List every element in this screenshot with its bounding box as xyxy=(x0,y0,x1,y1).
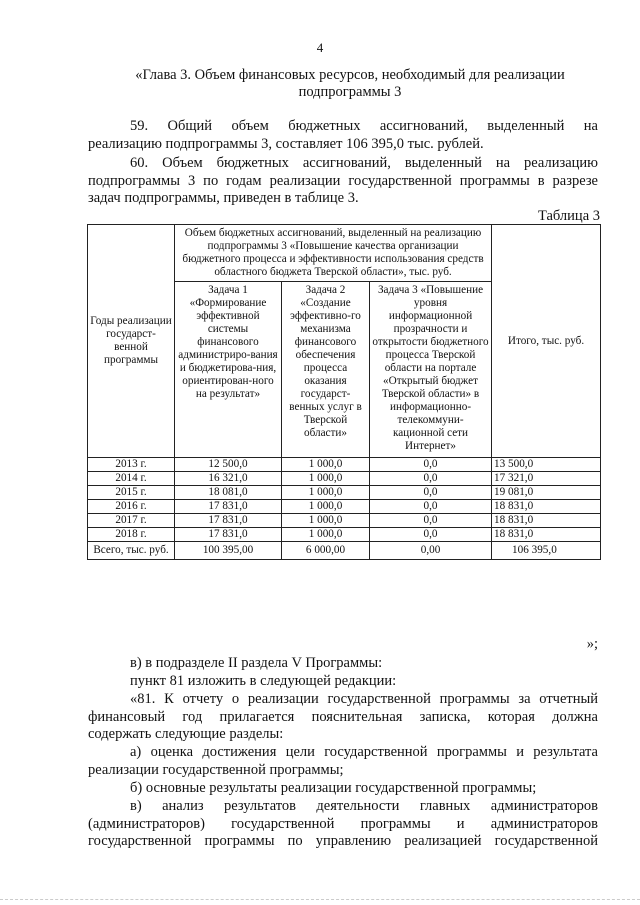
cell-year: 2016 г. xyxy=(88,500,175,514)
cell-total-task-1: 100 395,00 xyxy=(175,542,282,560)
table-row xyxy=(88,458,601,472)
item-a-line-2: реализации государственной программы; xyxy=(88,761,344,778)
cell-total-task-2: 6 000,00 xyxy=(282,542,370,560)
paragraph-59-line-2: реализацию подпрограммы 3, составляет 106 395,0 тыс. рублей. xyxy=(88,135,484,152)
table-total-row xyxy=(88,542,601,560)
cell-grand-total: 106 395,0 xyxy=(492,542,601,560)
paragraph-81 xyxy=(88,691,598,744)
cell-total: 18 831,0 xyxy=(492,514,601,528)
cell-task-2: 1 000,0 xyxy=(282,528,370,542)
header-task-1: Задача 1 «Формирование эффективной системы финансового администриро-вания и бюджетирова-ния, ориентирован-ного на результат» xyxy=(175,282,282,458)
cell-task-3: 0,0 xyxy=(370,486,492,500)
cell-task-1: 18 081,0 xyxy=(175,486,282,500)
cell-task-2: 1 000,0 xyxy=(282,500,370,514)
table-row xyxy=(88,486,601,500)
header-total: Итого, тыс. руб. xyxy=(492,225,601,458)
cell-total: 13 500,0 xyxy=(492,458,601,472)
item-81-line: пункт 81 изложить в следующей редакции: xyxy=(130,673,397,689)
cell-task-3: 0,0 xyxy=(370,472,492,486)
paragraph-60-line-1: 60. Объем бюджетных ассигнований, выделенный на реализацию xyxy=(130,155,598,171)
item-b xyxy=(88,780,598,798)
cell-task-2: 1 000,0 xyxy=(282,514,370,528)
item-c xyxy=(88,798,598,851)
cell-task-1: 17 831,0 xyxy=(175,514,282,528)
cell-task-3: 0,0 xyxy=(370,514,492,528)
item-81 xyxy=(88,673,598,691)
item-c-line-1: в) анализ результатов деятельности главных администраторов xyxy=(130,798,598,814)
cell-total: 17 321,0 xyxy=(492,472,601,486)
cell-task-1: 16 321,0 xyxy=(175,472,282,486)
table-row xyxy=(88,472,601,486)
cell-task-1: 12 500,0 xyxy=(175,458,282,472)
chapter-heading xyxy=(100,67,600,101)
cell-year: 2013 г. xyxy=(88,458,175,472)
header-task-2: Задача 2 «Создание эффективно-го механизма финансового обеспечения процесса оказания государст-венных услуг в Тверской области» xyxy=(282,282,370,458)
cell-task-2: 1 000,0 xyxy=(282,458,370,472)
table-row xyxy=(88,500,601,514)
cell-year: 2014 г. xyxy=(88,472,175,486)
cell-year: 2017 г. xyxy=(88,514,175,528)
item-c-line-3: государственной программы по управлению реализацией государственной xyxy=(88,833,598,849)
paragraph-81-line-2: финансовый год прилагается пояснительная записка, которая должна xyxy=(88,708,598,725)
table-row xyxy=(88,514,601,528)
paragraph-60 xyxy=(88,155,598,208)
paragraph-81-line-1: «81. К отчету о реализации государственной программы за отчетный xyxy=(130,691,598,707)
chapter-heading-line-1: «Глава 3. Объем финансовых ресурсов, необходимый для реализации xyxy=(135,67,565,83)
table-label: Таблица 3 xyxy=(537,208,600,224)
closing-quote-mark: »; xyxy=(586,636,598,652)
item-v-line: в) в подразделе II раздела V Программы: xyxy=(130,655,383,671)
paragraph-60-line-3: задач подпрограммы, приведен в таблице 3. xyxy=(88,190,359,206)
page-number: 4 xyxy=(316,40,324,55)
budget-table xyxy=(87,224,601,560)
cell-task-1: 17 831,0 xyxy=(175,528,282,542)
cell-total: 18 831,0 xyxy=(492,528,601,542)
cell-year: 2015 г. xyxy=(88,486,175,500)
paragraph-60-line-2: подпрограммы 3 по годам реализации государственной программы в разрезе xyxy=(88,172,598,189)
item-c-line-2: (администраторов) государственной программы и администраторов xyxy=(88,815,598,832)
item-v xyxy=(88,655,598,673)
cell-task-1: 17 831,0 xyxy=(175,500,282,514)
paragraph-59 xyxy=(88,118,598,153)
item-b-line: б) основные результаты реализации государственной программы; xyxy=(130,780,537,796)
item-a-line-1: а) оценка достижения цели государственной программы и результата xyxy=(130,744,598,760)
header-task-3: Задача 3 «Повышение уровня информационной прозрачности и открытости бюджетного процесса Тверской области на портале «Открытый бюджет Тверской области» в информационно-телекоммуни-кационной сети Интернет» xyxy=(370,282,492,458)
cell-task-2: 1 000,0 xyxy=(282,486,370,500)
table-row xyxy=(88,528,601,542)
cell-task-3: 0,0 xyxy=(370,458,492,472)
cell-task-3: 0,0 xyxy=(370,500,492,514)
page-edge-artifact xyxy=(0,899,640,904)
cell-year: 2018 г. xyxy=(88,528,175,542)
cell-total: 18 831,0 xyxy=(492,500,601,514)
chapter-heading-line-2: подпрограммы 3 xyxy=(298,84,402,100)
cell-total-task-3: 0,00 xyxy=(370,542,492,560)
cell-task-2: 1 000,0 xyxy=(282,472,370,486)
paragraph-59-line-1: 59. Общий объем бюджетных ассигнований, выделенный на xyxy=(130,118,598,134)
item-a xyxy=(88,744,598,779)
cell-task-3: 0,0 xyxy=(370,528,492,542)
cell-total: 19 081,0 xyxy=(492,486,601,500)
cell-total-label: Всего, тыс. руб. xyxy=(88,542,175,560)
header-years: Годы реализации государст-венной программы xyxy=(88,225,175,458)
paragraph-81-line-3: содержать следующие разделы: xyxy=(88,726,284,742)
header-volume: Объем бюджетных ассигнований, выделенный на реализацию подпрограммы 3 «Повышение качества организации бюджетного процесса и эффективности использования средств областного бюджета Тверской области», тыс. руб. xyxy=(175,225,492,282)
